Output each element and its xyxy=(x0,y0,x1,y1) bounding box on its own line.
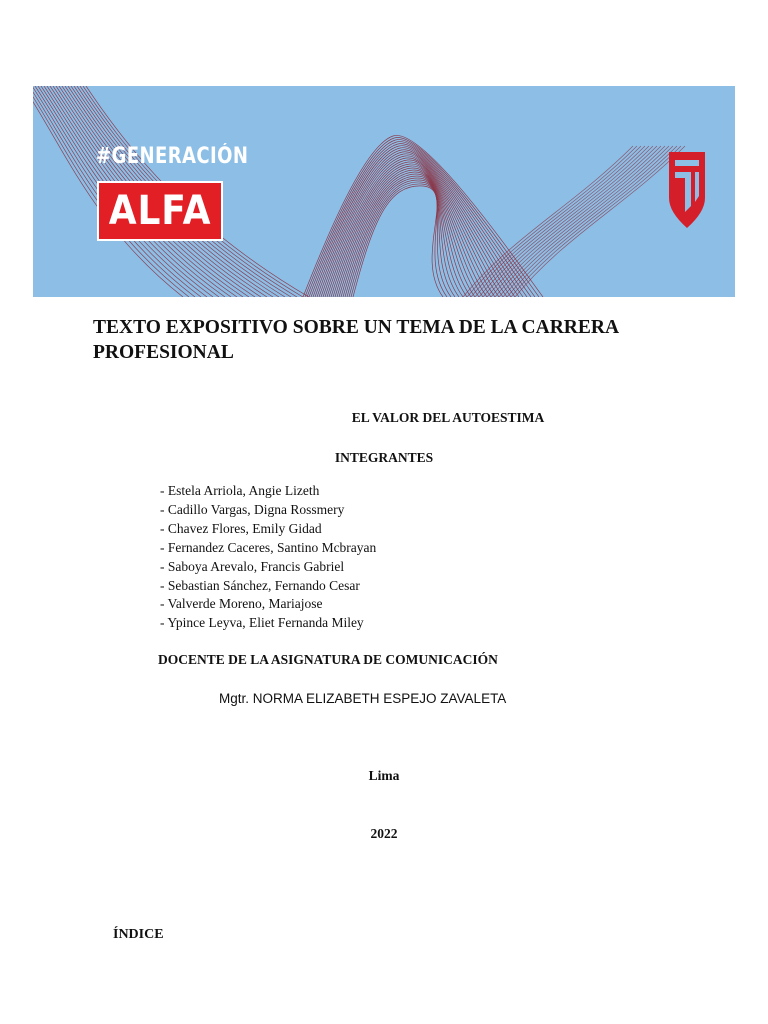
index-heading: ÍNDICE xyxy=(113,927,164,942)
list-item: - Fernandez Caceres, Santino Mcbrayan xyxy=(160,539,377,555)
alfa-badge xyxy=(97,181,223,241)
integrantes-heading: INTEGRANTES xyxy=(334,450,434,465)
list-item: - Ypince Leyva, Eliet Fernanda Miley xyxy=(160,615,364,631)
generacion-hashtag: #GENERACIÓN xyxy=(96,144,249,169)
university-shield-icon xyxy=(667,150,707,230)
list-item: - Saboya Arevalo, Francis Gabriel xyxy=(160,558,345,574)
document-title: TEXTO EXPOSITIVO SOBRE UN TEMA DE LA CARRERA PROFESIONAL xyxy=(93,317,618,363)
header-banner xyxy=(33,86,735,297)
list-item: - Estela Arriola, Angie Lizeth xyxy=(160,483,320,498)
members-list xyxy=(160,482,376,633)
list-item: - Sebastian Sánchez, Fernando Cesar xyxy=(160,577,360,593)
docente-heading: DOCENTE DE LA ASIGNATURA DE COMUNICACIÓN xyxy=(158,652,498,667)
alfa-badge-label: ALFA xyxy=(108,188,212,234)
docente-name: Mgtr. NORMA ELIZABETH ESPEJO ZAVALETA xyxy=(219,691,507,706)
list-item: - Cadillo Vargas, Digna Rossmery xyxy=(160,501,345,517)
document-subtitle: EL VALOR DEL AUTOESTIMA xyxy=(351,410,545,425)
city-label: Lima xyxy=(368,768,400,783)
list-item: - Chavez Flores, Emily Gidad xyxy=(160,520,322,536)
list-item: - Valverde Moreno, Mariajose xyxy=(160,596,323,612)
year-label: 2022 xyxy=(370,826,398,841)
